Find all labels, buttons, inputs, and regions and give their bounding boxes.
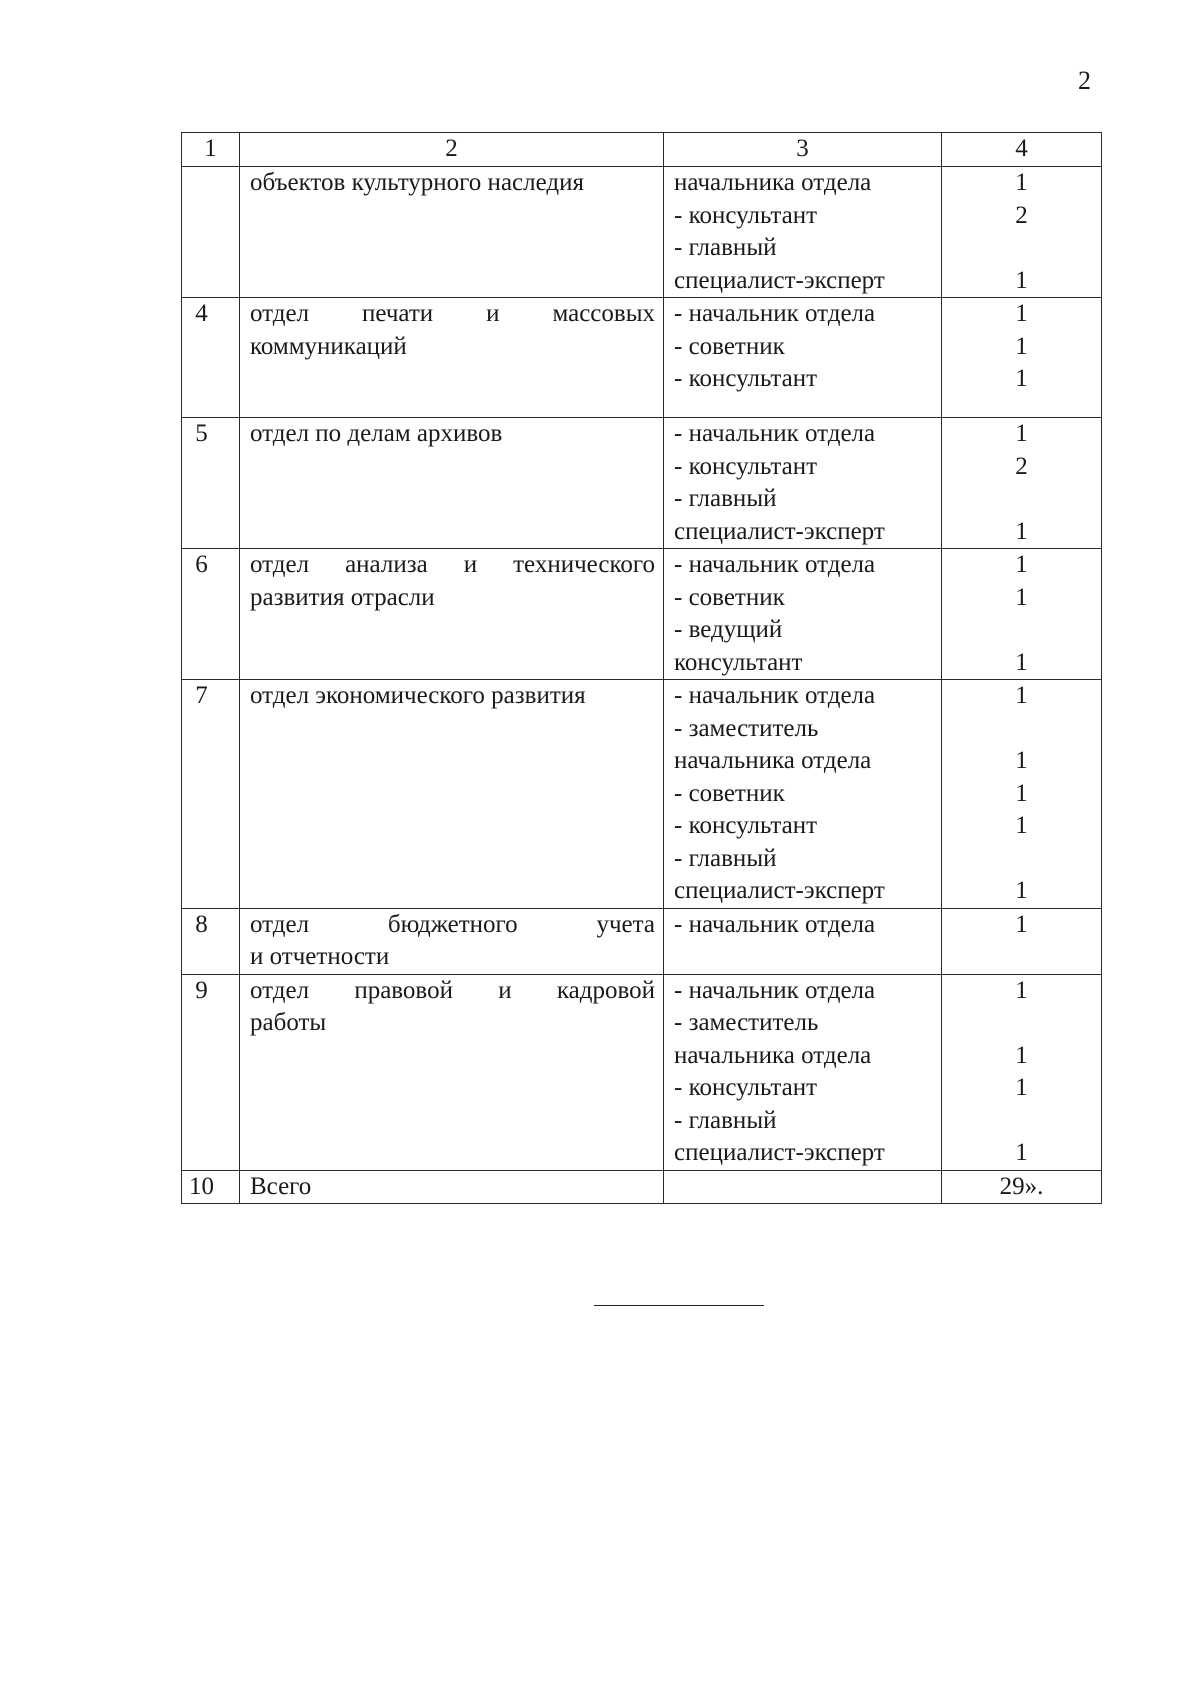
count-cell bbox=[942, 549, 1102, 680]
positions-cell bbox=[664, 298, 942, 418]
position-line: - главный bbox=[674, 1106, 777, 1134]
positions-cell bbox=[664, 908, 942, 974]
department-word: отдел экономического развития bbox=[250, 682, 586, 709]
count-value: 1 bbox=[1015, 1041, 1028, 1069]
page-number: 2 bbox=[1078, 66, 1091, 95]
department-cell bbox=[240, 908, 664, 974]
position-line: специалист-эксперт bbox=[674, 266, 885, 294]
department-word: технического bbox=[513, 551, 655, 578]
count-value: 1 bbox=[1015, 779, 1028, 807]
department-word: коммуникаций bbox=[250, 332, 407, 360]
count-value: 1 bbox=[1015, 517, 1028, 545]
position-line bbox=[674, 1171, 935, 1204]
closing-rule bbox=[594, 1305, 764, 1306]
department-cell bbox=[240, 680, 664, 909]
count-cell bbox=[942, 680, 1102, 909]
count-value: 1 bbox=[1015, 1074, 1028, 1101]
department-word: и bbox=[463, 551, 478, 578]
header-col-3: 3 bbox=[664, 133, 942, 167]
position-line: - главный bbox=[674, 234, 777, 261]
count-value bbox=[942, 483, 1101, 516]
position-line: - начальник отдела bbox=[674, 420, 876, 447]
department-word: работы bbox=[250, 1009, 327, 1036]
table-row bbox=[182, 1170, 1102, 1204]
department-line bbox=[250, 909, 655, 942]
position-line: - консультант bbox=[674, 452, 818, 480]
department-word: развития отрасли bbox=[250, 583, 435, 611]
department-line bbox=[250, 1171, 655, 1204]
count-value: 29». bbox=[999, 1172, 1044, 1200]
count-value: 1 bbox=[1015, 551, 1028, 578]
department-word: бюджетного bbox=[387, 910, 518, 938]
table-row bbox=[182, 167, 1102, 298]
position-line: начальника отдела bbox=[674, 169, 872, 196]
department-word: учета bbox=[596, 910, 655, 938]
table-row bbox=[182, 974, 1102, 1170]
count-value bbox=[942, 232, 1101, 265]
table-row bbox=[182, 549, 1102, 680]
department-line bbox=[250, 680, 655, 713]
positions-cell bbox=[664, 549, 942, 680]
count-value bbox=[942, 843, 1101, 876]
department-line bbox=[250, 941, 655, 974]
count-value: 1 bbox=[1015, 300, 1028, 327]
position-line: - главный bbox=[674, 844, 777, 872]
position-line: - консультант bbox=[674, 201, 818, 229]
positions-cell bbox=[664, 1170, 942, 1204]
department-word: отдел bbox=[250, 551, 310, 578]
count-cell bbox=[942, 418, 1102, 549]
count-cell bbox=[942, 908, 1102, 974]
department-word: отдел bbox=[250, 976, 310, 1004]
count-cell bbox=[942, 298, 1102, 418]
position-line: специалист-эксперт bbox=[674, 877, 885, 904]
positions-cell bbox=[664, 418, 942, 549]
department-line bbox=[250, 418, 655, 451]
count-value: 2 bbox=[1015, 452, 1028, 480]
department-word: анализа bbox=[345, 551, 428, 578]
table-body bbox=[182, 167, 1102, 1204]
staffing-table bbox=[181, 132, 1102, 1204]
table-header bbox=[182, 133, 1102, 167]
count-cell bbox=[942, 1170, 1102, 1204]
department-word: и bbox=[498, 976, 512, 1004]
department-cell bbox=[240, 974, 664, 1170]
count-value bbox=[942, 713, 1101, 746]
position-line: - начальник отдела bbox=[674, 551, 876, 578]
department-word: и отчетности bbox=[250, 943, 390, 970]
department-line bbox=[250, 298, 655, 331]
count-value: 2 bbox=[1015, 201, 1028, 229]
department-word: отдел bbox=[250, 300, 310, 327]
department-cell bbox=[240, 1170, 664, 1204]
department-word: печати bbox=[362, 300, 434, 327]
count-value: 1 bbox=[1015, 747, 1028, 774]
positions-cell bbox=[664, 167, 942, 298]
count-value bbox=[942, 1105, 1101, 1138]
header-col-1: 1 bbox=[182, 133, 240, 167]
department-line bbox=[250, 975, 655, 1008]
table-row bbox=[182, 680, 1102, 909]
count-value: 1 bbox=[1015, 976, 1028, 1004]
position-line: - консультант bbox=[674, 365, 818, 392]
department-line bbox=[250, 331, 655, 364]
position-line: - советник bbox=[674, 583, 785, 611]
department-word: Всего bbox=[250, 1172, 312, 1200]
position-line: - начальник отдела bbox=[674, 682, 876, 709]
count-value: 1 bbox=[1015, 682, 1028, 709]
row-number: 10 bbox=[182, 1170, 240, 1204]
department-cell bbox=[240, 418, 664, 549]
department-cell bbox=[240, 549, 664, 680]
position-line: - заместитель bbox=[674, 714, 819, 742]
position-line: - консультант bbox=[674, 812, 818, 839]
position-line: начальника отдела bbox=[674, 1041, 872, 1069]
count-value: 1 bbox=[1015, 1139, 1028, 1166]
count-value: 1 bbox=[1015, 583, 1028, 611]
count-value bbox=[942, 614, 1101, 647]
count-cell bbox=[942, 167, 1102, 298]
position-line: консультант bbox=[674, 648, 803, 676]
positions-cell bbox=[664, 974, 942, 1170]
department-word: объектов культурного наследия bbox=[250, 169, 584, 196]
department-line bbox=[250, 549, 655, 582]
table-row bbox=[182, 418, 1102, 549]
count-value: 1 bbox=[1015, 910, 1028, 938]
positions-cell bbox=[664, 680, 942, 909]
department-word: кадровой bbox=[556, 976, 655, 1004]
row-number: 7 bbox=[182, 680, 240, 909]
department-word: и bbox=[486, 300, 500, 327]
count-value bbox=[942, 1007, 1101, 1040]
department-word: массовых bbox=[552, 300, 655, 327]
department-word: отдел bbox=[250, 910, 310, 938]
header-col-2: 2 bbox=[240, 133, 664, 167]
row-number: 8 bbox=[182, 908, 240, 974]
table-row bbox=[182, 908, 1102, 974]
row-number bbox=[182, 167, 240, 298]
position-line: - ведущий bbox=[674, 616, 783, 643]
row-number: 6 bbox=[182, 549, 240, 680]
row-number: 5 bbox=[182, 418, 240, 549]
position-line: специалист-эксперт bbox=[674, 1139, 885, 1166]
department-line bbox=[250, 167, 655, 200]
count-value: 1 bbox=[1015, 877, 1028, 904]
department-word: правовой bbox=[354, 976, 453, 1004]
position-line: - главный bbox=[674, 485, 777, 512]
position-line: - советник bbox=[674, 332, 785, 360]
position-line: - заместитель bbox=[674, 1009, 819, 1036]
table-row bbox=[182, 298, 1102, 418]
position-line: начальника отдела bbox=[674, 747, 872, 774]
position-line: - консультант bbox=[674, 1074, 818, 1101]
count-value: 1 bbox=[1015, 420, 1028, 447]
position-line: специалист-эксперт bbox=[674, 517, 885, 545]
count-value: 1 bbox=[1015, 266, 1028, 294]
count-value: 1 bbox=[1015, 169, 1028, 196]
department-line bbox=[250, 1007, 655, 1040]
department-cell bbox=[240, 298, 664, 418]
row-number: 9 bbox=[182, 974, 240, 1170]
department-word: отдел по делам архивов bbox=[250, 420, 503, 447]
count-value: 1 bbox=[1015, 648, 1028, 676]
count-value: 1 bbox=[1015, 365, 1028, 392]
department-line bbox=[250, 582, 655, 615]
header-row bbox=[182, 133, 1102, 167]
position-line: - советник bbox=[674, 779, 785, 807]
department-cell bbox=[240, 167, 664, 298]
position-line: - начальник отдела bbox=[674, 910, 876, 938]
row-number: 4 bbox=[182, 298, 240, 418]
count-cell bbox=[942, 974, 1102, 1170]
position-line: - начальник отдела bbox=[674, 976, 876, 1004]
count-value: 1 bbox=[1015, 812, 1028, 839]
count-value: 1 bbox=[1015, 332, 1028, 360]
position-line: - начальник отдела bbox=[674, 300, 876, 327]
header-col-4: 4 bbox=[942, 133, 1102, 167]
